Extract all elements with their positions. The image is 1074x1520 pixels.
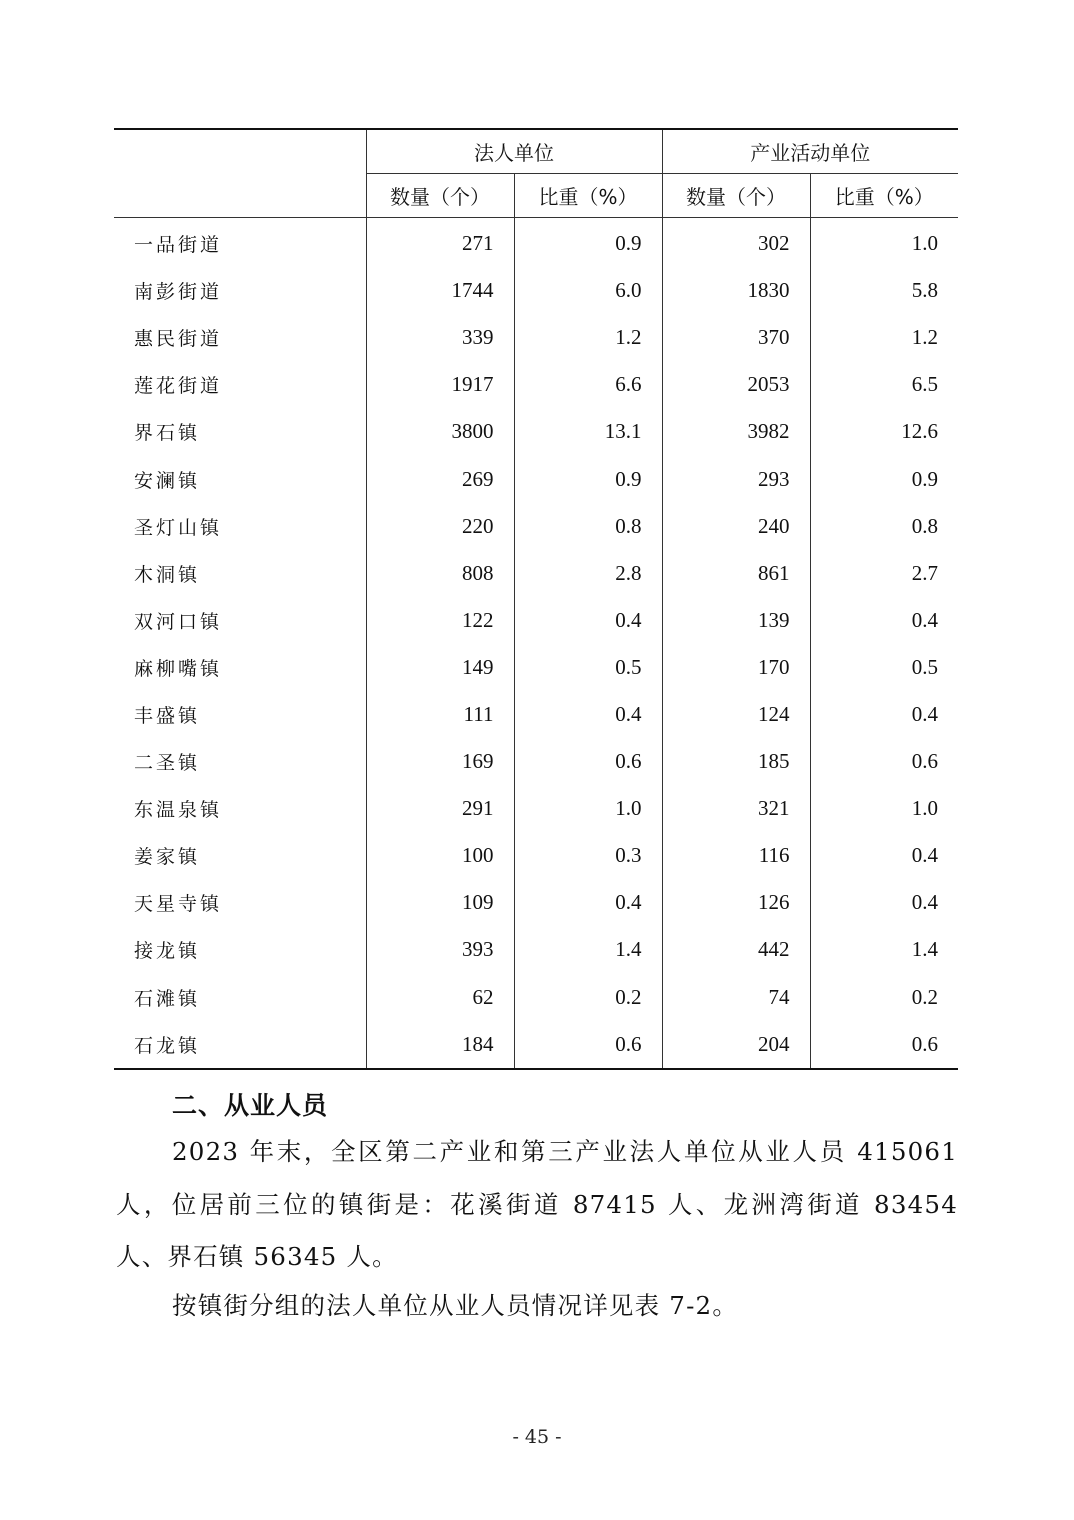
legal-count-cell: 122 bbox=[366, 597, 514, 644]
legal-share-cell: 0.6 bbox=[514, 738, 662, 785]
activity-share-cell: 0.4 bbox=[810, 597, 958, 644]
activity-count-cell: 302 bbox=[662, 218, 810, 268]
row-name-cell: 石龙镇 bbox=[114, 1021, 366, 1069]
activity-share-cell: 0.6 bbox=[810, 738, 958, 785]
row-name-cell: 天星寺镇 bbox=[134, 893, 223, 916]
activity-count-cell: 139 bbox=[662, 597, 810, 644]
table-row bbox=[114, 408, 958, 455]
activity-share-cell: 0.9 bbox=[810, 455, 958, 502]
legal-count-cell: 220 bbox=[366, 503, 514, 550]
row-name-cell: 接龙镇 bbox=[134, 940, 201, 963]
activity-share-cell: 12.6 bbox=[810, 408, 958, 455]
legal-share-cell: 6.6 bbox=[514, 361, 662, 408]
row-name-cell: 石滩镇 bbox=[134, 987, 201, 1010]
column-header-legal-count: 数量（个） bbox=[366, 174, 514, 218]
table-row bbox=[114, 218, 958, 268]
legal-count-cell: 169 bbox=[366, 738, 514, 785]
row-name-cell: 界石镇 bbox=[134, 422, 201, 445]
activity-count-cell: 3982 bbox=[662, 408, 810, 455]
legal-count-cell: 393 bbox=[366, 926, 514, 973]
legal-share-cell: 1.2 bbox=[514, 314, 662, 361]
table-row bbox=[114, 455, 958, 502]
legal-share-cell: 1.4 bbox=[514, 926, 662, 973]
activity-share-cell: 6.5 bbox=[810, 361, 958, 408]
legal-count-cell: 62 bbox=[366, 974, 514, 1021]
column-header-legal-share: 比重（%） bbox=[514, 174, 662, 218]
activity-count-cell: 1830 bbox=[662, 267, 810, 314]
legal-count-cell: 1917 bbox=[366, 361, 514, 408]
row-name-cell: 惠民街道 bbox=[134, 328, 223, 351]
legal-count-cell: 271 bbox=[366, 218, 514, 268]
row-name-cell: 东温泉镇 bbox=[134, 799, 223, 822]
activity-count-cell: 442 bbox=[662, 926, 810, 973]
table-row bbox=[114, 503, 958, 550]
row-name-cell: 麻柳嘴镇 bbox=[134, 657, 223, 680]
row-name-cell: 姜家镇 bbox=[134, 846, 201, 869]
activity-share-cell: 1.0 bbox=[810, 785, 958, 832]
legal-share-cell: 0.4 bbox=[514, 597, 662, 644]
activity-count-cell: 240 bbox=[662, 503, 810, 550]
legal-count-cell: 111 bbox=[366, 691, 514, 738]
activity-share-cell: 0.5 bbox=[810, 644, 958, 691]
legal-count-cell: 291 bbox=[366, 785, 514, 832]
table-row bbox=[114, 644, 958, 691]
table-row bbox=[114, 597, 958, 644]
legal-share-cell: 0.4 bbox=[514, 879, 662, 926]
activity-share-cell: 0.4 bbox=[810, 832, 958, 879]
column-header-activity-count: 数量（个） bbox=[662, 174, 810, 218]
table-row bbox=[114, 926, 958, 973]
paragraph-employment-summary: 2023 年末，全区第二产业和第三产业法人单位从业人员 415061 人，位居前三位的镇街是：花溪街道 87415 人、龙洲湾街道 83454 人、界石镇 56345 人。 bbox=[116, 1137, 958, 1271]
legal-share-cell: 0.5 bbox=[514, 644, 662, 691]
row-name-cell: 莲花街道 bbox=[134, 375, 223, 398]
legal-share-cell: 0.4 bbox=[514, 691, 662, 738]
group-header-legal-units: 法人单位 bbox=[366, 129, 662, 174]
row-name-cell: 一品街道 bbox=[134, 234, 223, 257]
table-row bbox=[114, 550, 958, 597]
activity-count-cell: 293 bbox=[662, 455, 810, 502]
table-row bbox=[114, 314, 958, 361]
legal-count-cell: 269 bbox=[366, 455, 514, 502]
section-heading: 二、从业人员 bbox=[172, 1091, 329, 1120]
legal-count-cell: 149 bbox=[366, 644, 514, 691]
activity-share-cell: 0.6 bbox=[810, 1021, 958, 1069]
legal-share-cell: 6.0 bbox=[514, 267, 662, 314]
activity-share-cell: 0.4 bbox=[810, 691, 958, 738]
activity-count-cell: 126 bbox=[662, 879, 810, 926]
table-row bbox=[114, 738, 958, 785]
legal-share-cell: 0.8 bbox=[514, 503, 662, 550]
row-name-cell: 双河口镇 bbox=[134, 610, 223, 633]
legal-count-cell: 1744 bbox=[366, 267, 514, 314]
row-name-cell: 南彭街道 bbox=[134, 281, 223, 304]
table-row bbox=[114, 361, 958, 408]
table-row bbox=[114, 879, 958, 926]
table-row bbox=[114, 1021, 958, 1069]
table-body bbox=[114, 218, 958, 1069]
paragraph-table-reference: 按镇街分组的法人单位从业人员情况详见表 7-2。 bbox=[172, 1291, 739, 1320]
row-name-cell: 圣灯山镇 bbox=[134, 516, 223, 539]
activity-count-cell: 116 bbox=[662, 832, 810, 879]
activity-share-cell: 2.7 bbox=[810, 550, 958, 597]
activity-count-cell: 185 bbox=[662, 738, 810, 785]
legal-count-cell: 100 bbox=[366, 832, 514, 879]
row-name-cell: 安澜镇 bbox=[134, 469, 201, 492]
legal-count-cell: 109 bbox=[366, 879, 514, 926]
activity-count-cell: 204 bbox=[662, 1021, 810, 1069]
legal-share-cell: 13.1 bbox=[514, 408, 662, 455]
corner-header-cell bbox=[114, 129, 366, 218]
table-row bbox=[114, 267, 958, 314]
legal-count-cell: 808 bbox=[366, 550, 514, 597]
legal-share-cell: 2.8 bbox=[514, 550, 662, 597]
legal-count-cell: 339 bbox=[366, 314, 514, 361]
legal-share-cell: 1.0 bbox=[514, 785, 662, 832]
table-row bbox=[114, 832, 958, 879]
legal-count-cell: 184 bbox=[366, 1021, 514, 1069]
activity-share-cell: 0.2 bbox=[810, 974, 958, 1021]
activity-share-cell: 5.8 bbox=[810, 267, 958, 314]
activity-count-cell: 170 bbox=[662, 644, 810, 691]
activity-count-cell: 370 bbox=[662, 314, 810, 361]
group-header-activity-units: 产业活动单位 bbox=[662, 129, 958, 174]
row-name-cell: 二圣镇 bbox=[134, 752, 201, 775]
legal-share-cell: 0.9 bbox=[514, 218, 662, 268]
legal-share-cell: 0.2 bbox=[514, 974, 662, 1021]
legal-share-cell: 0.9 bbox=[514, 455, 662, 502]
activity-count-cell: 861 bbox=[662, 550, 810, 597]
legal-count-cell: 3800 bbox=[366, 408, 514, 455]
activity-share-cell: 0.4 bbox=[810, 879, 958, 926]
row-name-cell: 丰盛镇 bbox=[134, 704, 201, 727]
table-row bbox=[114, 785, 958, 832]
activity-share-cell: 1.0 bbox=[810, 218, 958, 268]
activity-count-cell: 124 bbox=[662, 691, 810, 738]
legal-share-cell: 0.6 bbox=[514, 1021, 662, 1069]
activity-share-cell: 0.8 bbox=[810, 503, 958, 550]
table-row bbox=[114, 974, 958, 1021]
column-header-activity-share: 比重（%） bbox=[810, 174, 958, 218]
activity-count-cell: 2053 bbox=[662, 361, 810, 408]
activity-count-cell: 321 bbox=[662, 785, 810, 832]
table-row bbox=[114, 691, 958, 738]
activity-share-cell: 1.2 bbox=[810, 314, 958, 361]
page-number: - 45 - bbox=[512, 1426, 562, 1448]
legal-share-cell: 0.3 bbox=[514, 832, 662, 879]
statistics-table bbox=[114, 128, 958, 1070]
row-name-cell: 木洞镇 bbox=[134, 563, 201, 586]
activity-count-cell: 74 bbox=[662, 974, 810, 1021]
activity-share-cell: 1.4 bbox=[810, 926, 958, 973]
